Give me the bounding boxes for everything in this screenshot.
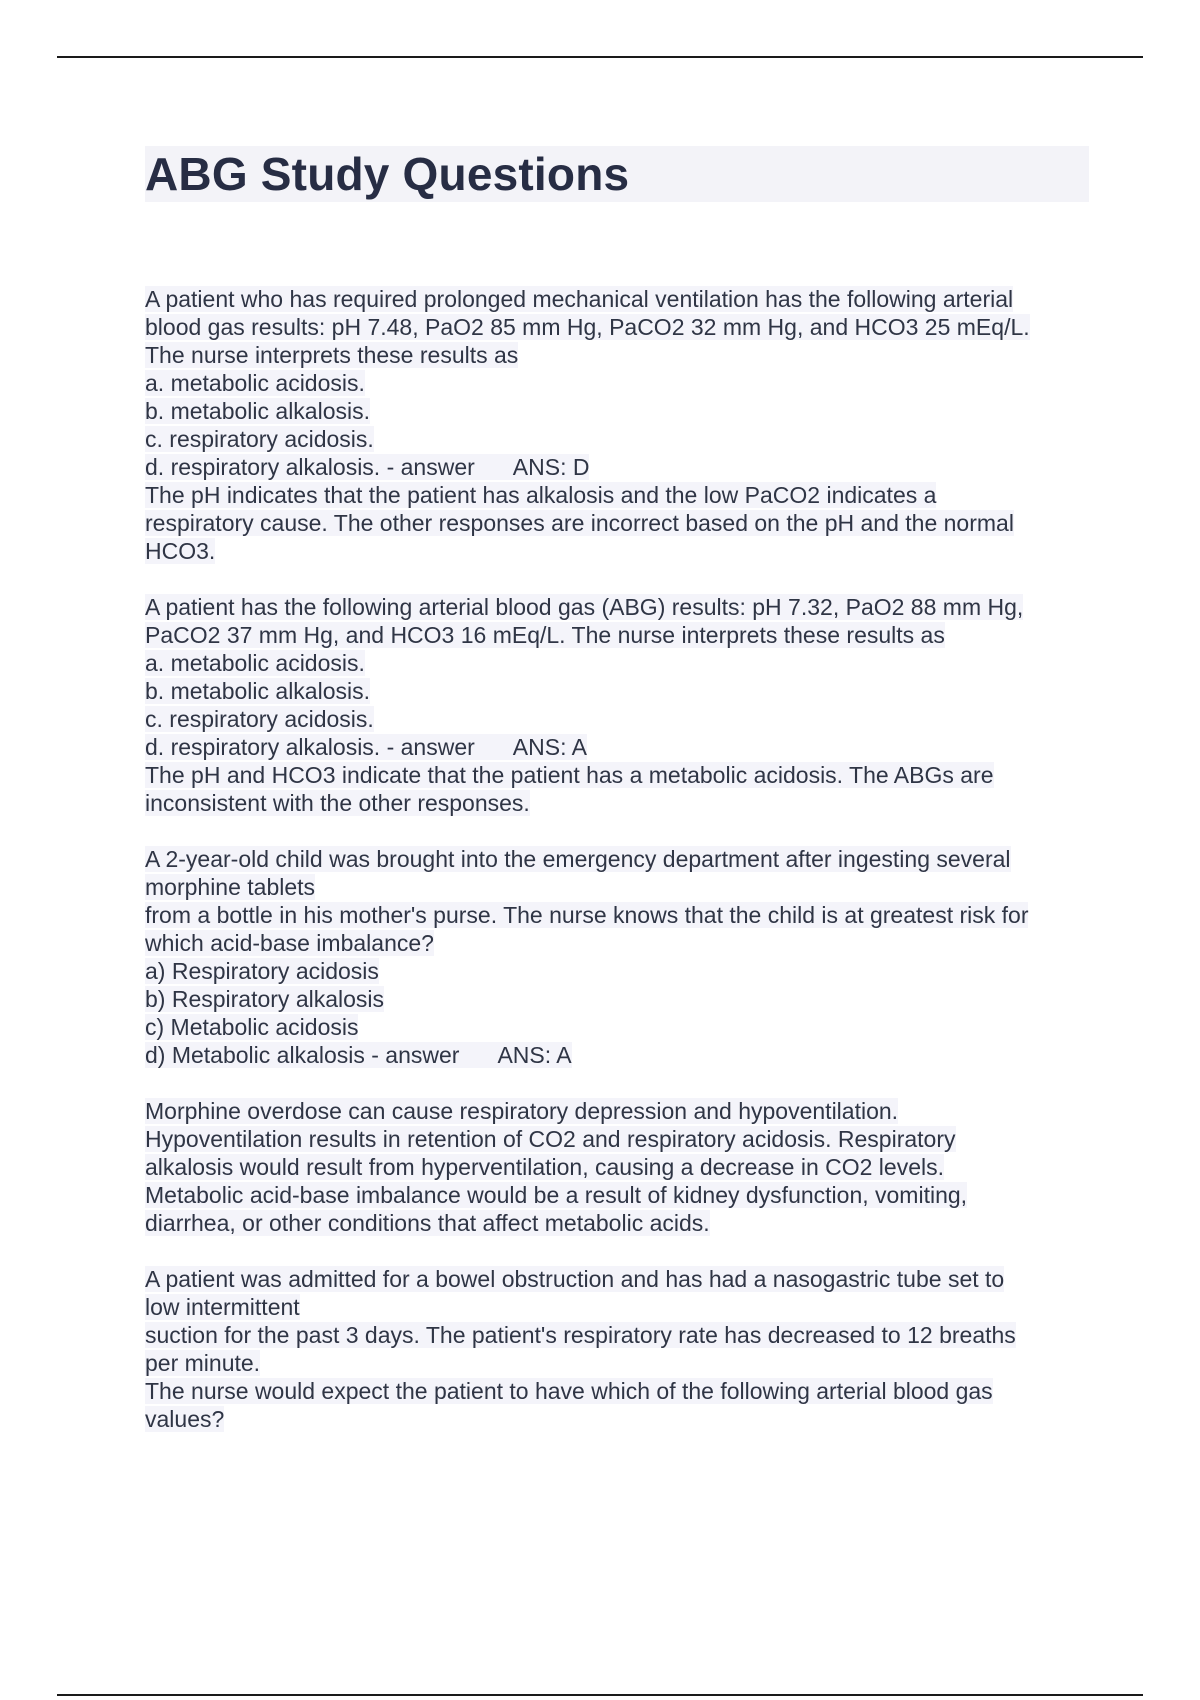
- option-d-answer: [145, 453, 1089, 481]
- question-2: [145, 593, 1089, 817]
- rationale-line: The pH and HCO3 indicate that the patient has a metabolic acidosis. The ABGs are: [145, 762, 994, 788]
- question-stem-line: from a bottle in his mother's purse. The nurse knows that the child is at greatest risk for: [145, 902, 1029, 928]
- footer-rule: [57, 1694, 1143, 1696]
- question-4: [145, 1265, 1089, 1433]
- question-stem-line: The nurse interprets these results as: [145, 342, 519, 368]
- option-a: a. metabolic acidosis.: [145, 650, 365, 676]
- question-3: [145, 845, 1089, 1237]
- question-stem-line: A 2-year-old child was brought into the emergency department after ingesting several: [145, 846, 1011, 872]
- question-stem-line: A patient who has required prolonged mechanical ventilation has the following arterial: [145, 286, 1014, 312]
- question-stem-line: per minute.: [145, 1350, 261, 1376]
- option-c: c) Metabolic acidosis: [145, 1014, 359, 1040]
- option-c: c. respiratory acidosis.: [145, 426, 374, 452]
- option-d: d. respiratory alkalosis. - answer: [145, 454, 475, 480]
- question-stem-line: A patient was admitted for a bowel obstruction and has had a nasogastric tube set to: [145, 1266, 1005, 1292]
- question-stem-line: values?: [145, 1406, 225, 1432]
- question-1: [145, 285, 1089, 565]
- document-body: [145, 285, 1089, 1433]
- option-b: b) Respiratory alkalosis: [145, 986, 385, 1012]
- rationale-line: respiratory cause. The other responses are incorrect based on the pH and the normal: [145, 510, 1014, 536]
- rationale-line: diarrhea, or other conditions that affect metabolic acids.: [145, 1210, 710, 1236]
- option-d: d. respiratory alkalosis. - answer: [145, 734, 475, 760]
- rationale-line: Metabolic acid-base imbalance would be a result of kidney dysfunction, vomiting,: [145, 1182, 968, 1208]
- rationale-line: Morphine overdose can cause respiratory depression and hypoventilation.: [145, 1098, 899, 1124]
- rationale-line: The pH indicates that the patient has alkalosis and the low PaCO2 indicates a: [145, 482, 937, 508]
- answer-key: ANS: A: [497, 1042, 572, 1068]
- question-stem-line: A patient has the following arterial blood gas (ABG) results: pH 7.32, PaO2 88 mm Hg,: [145, 594, 1024, 620]
- page-title: ABG Study Questions: [145, 148, 630, 200]
- option-a: a) Respiratory acidosis: [145, 958, 379, 984]
- question-stem-line: morphine tablets: [145, 874, 316, 900]
- option-d-answer: [145, 1041, 1089, 1069]
- option-b: b. metabolic alkalosis.: [145, 398, 370, 424]
- answer-key: ANS: A: [512, 734, 587, 760]
- option-d: d) Metabolic alkalosis - answer: [145, 1042, 460, 1068]
- option-b: b. metabolic alkalosis.: [145, 678, 370, 704]
- option-c: c. respiratory acidosis.: [145, 706, 374, 732]
- option-d-answer: [145, 733, 1089, 761]
- question-stem-line: The nurse would expect the patient to have which of the following arterial blood gas: [145, 1378, 993, 1404]
- question-stem-line: low intermittent: [145, 1294, 300, 1320]
- question-stem-line: PaCO2 37 mm Hg, and HCO3 16 mEq/L. The nurse interprets these results as: [145, 622, 945, 648]
- option-a: a. metabolic acidosis.: [145, 370, 365, 396]
- question-stem-line: blood gas results: pH 7.48, PaO2 85 mm Hg, PaCO2 32 mm Hg, and HCO3 25 mEq/L.: [145, 314, 1030, 340]
- question-stem-line: which acid-base imbalance?: [145, 930, 434, 956]
- rationale-line: HCO3.: [145, 538, 216, 564]
- rationale-line: alkalosis would result from hyperventilation, causing a decrease in CO2 levels.: [145, 1154, 945, 1180]
- question-stem-line: suction for the past 3 days. The patient's respiratory rate has decreased to 12 breaths: [145, 1322, 1016, 1348]
- rationale-line: Hypoventilation results in retention of CO2 and respiratory acidosis. Respiratory: [145, 1126, 956, 1152]
- rationale-line: inconsistent with the other responses.: [145, 790, 530, 816]
- header-rule: [57, 56, 1143, 58]
- answer-key: ANS: D: [512, 454, 590, 480]
